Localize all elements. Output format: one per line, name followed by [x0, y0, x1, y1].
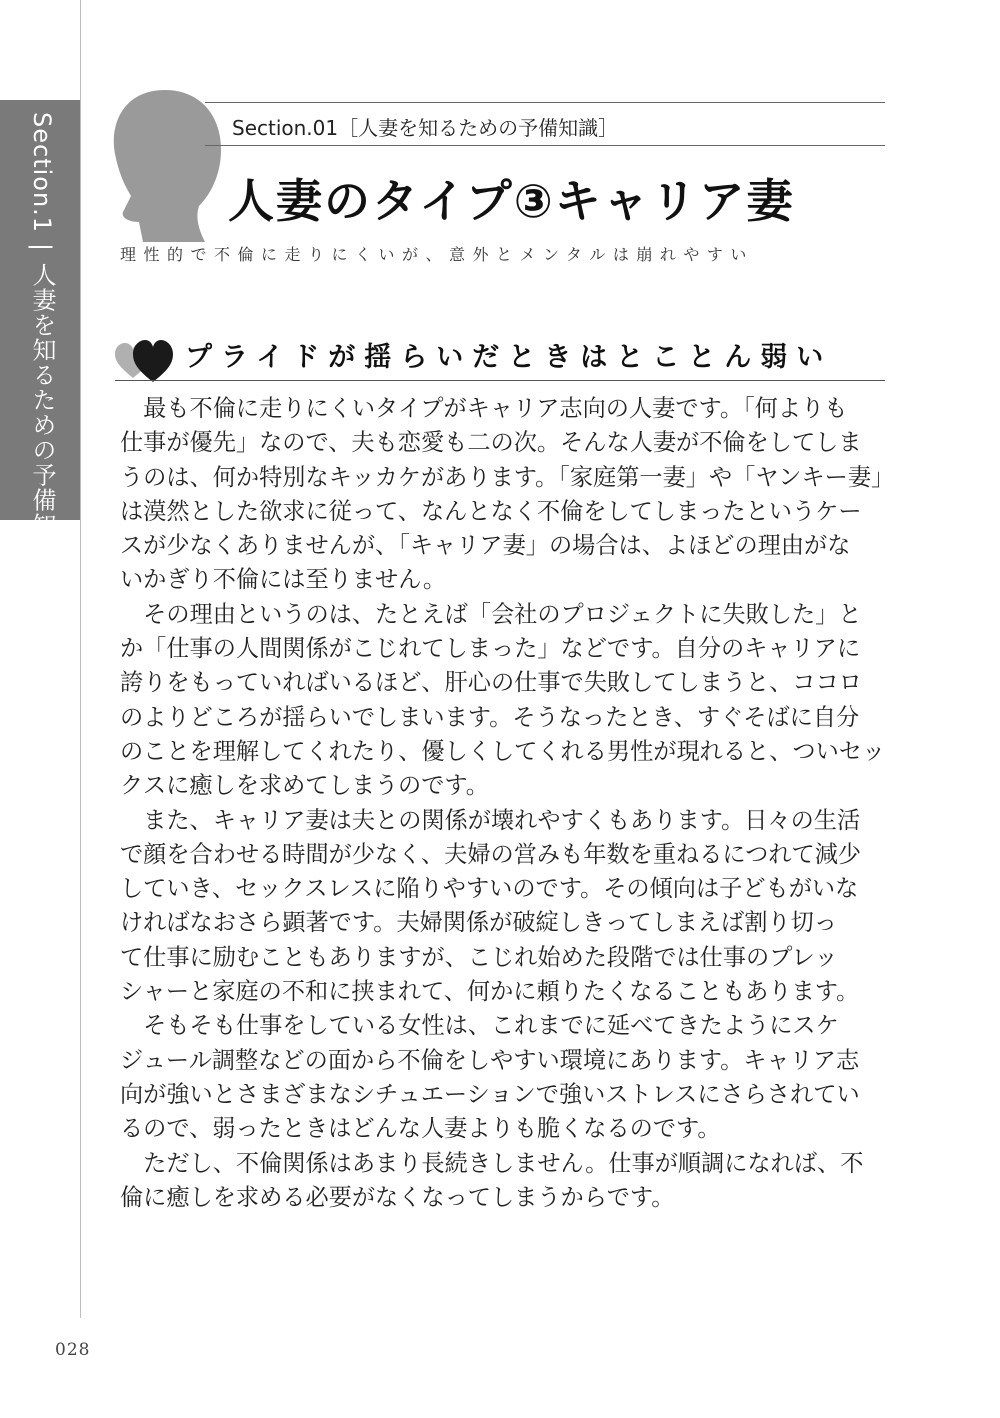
body-line: ければなおさら顕著です。夫婦関係が破綻しきってしまえば割り切っ [120, 909, 837, 937]
body-line: していき、セックスレスに陥りやすいのです。その傾向は子どもがいな [120, 875, 859, 903]
body-line: また、キャリア妻は夫との関係が壊れやすくもあります。日々の生活 [120, 806, 861, 834]
body-line: で顔を合わせる時間が少なく、夫婦の営みも年数を重ねるにつれて減少 [120, 840, 862, 868]
page-subtitle: 理性的で不倫に走りにくいが、意外とメンタルは崩れやすい [120, 245, 754, 264]
body-line: いかぎり不倫には至りません。 [120, 566, 447, 594]
body-line: のよりどころが揺らいでしまいます。そうなったとき、すぐそばに自分 [120, 703, 860, 731]
chapter-tab-text [30, 112, 54, 562]
body-line: か「仕事の人間関係がこじれてしまった」などです。自分のキャリアに [120, 635, 861, 663]
body-line: ただし、不倫関係はあまり長続きしません。仕事が順調になれば、不 [120, 1149, 864, 1177]
body-line: 最も不倫に走りにくいタイプがキャリア志向の人妻です。「何よりも [120, 395, 848, 422]
body-line: のことを理解してくれたり、優しくしてくれる男性が現れると、ついセッ [120, 737, 886, 765]
body-line: 倫に癒しを求める必要がなくなってしまうからです。 [120, 1183, 675, 1211]
body-line: るので、弱ったときはどんな人妻よりも脆くなるのです。 [120, 1115, 721, 1143]
header-rule-middle [205, 145, 885, 146]
article-heading: プライドが揺らいだときはとことん弱い [185, 342, 833, 373]
woman-silhouette-icon [95, 82, 225, 242]
article-body [120, 392, 895, 1215]
section-label: Section.01［人妻を知るための予備知識］ [232, 116, 619, 140]
body-line: そもそも仕事をしている女性は、これまでに延べてきたようにスケ [120, 1012, 839, 1040]
body-line: は漠然とした欲求に従って、なんとなく不倫をしてしまったというケー [120, 497, 862, 525]
body-line: て仕事に励むこともありますが、こじれ始めた段階では仕事のプレッ [120, 943, 838, 971]
page-title: 人妻のタイプ③キャリア妻 [228, 174, 795, 228]
header-rule-top [205, 102, 885, 103]
body-line: 向が強いとさまざまなシチュエーションで強いストレスにさらされてい [120, 1080, 860, 1108]
body-line: スが少なくありませんが、「キャリア妻」の場合は、よほどの理由がな [120, 532, 851, 560]
chapter-separator: | [28, 243, 56, 253]
margin-rule [80, 0, 81, 1318]
chapter-title: 人妻を知るための予備知識 [28, 262, 56, 563]
hearts-icon [115, 338, 175, 383]
body-line: うのは、何か特別なキッカケがあります。「家庭第一妻」や「ヤンキー妻」 [120, 463, 895, 491]
body-line: クスに癒しを求めてしまうのです。 [120, 772, 489, 800]
body-line: 誇りをもっていればいるほど、肝心の仕事で失敗してしまうと、ココロ [120, 669, 862, 697]
chapter-section-label: Section.1 [28, 112, 56, 234]
heading-rule [115, 380, 885, 381]
page-number: 028 [55, 1340, 91, 1360]
body-line: ジュール調整などの面から不倫をしやすい環境にあります。キャリア志 [120, 1046, 860, 1074]
body-line: その理由というのは、たとえば「会社のプロジェクトに失敗した」と [120, 600, 862, 628]
body-line: 仕事が優先」なので、夫も恋愛も二の次。そんな人妻が不倫をしてしま [120, 429, 862, 457]
body-line: シャーと家庭の不和に挟まれて、何かに頼りたくなることもあります。 [120, 978, 860, 1006]
